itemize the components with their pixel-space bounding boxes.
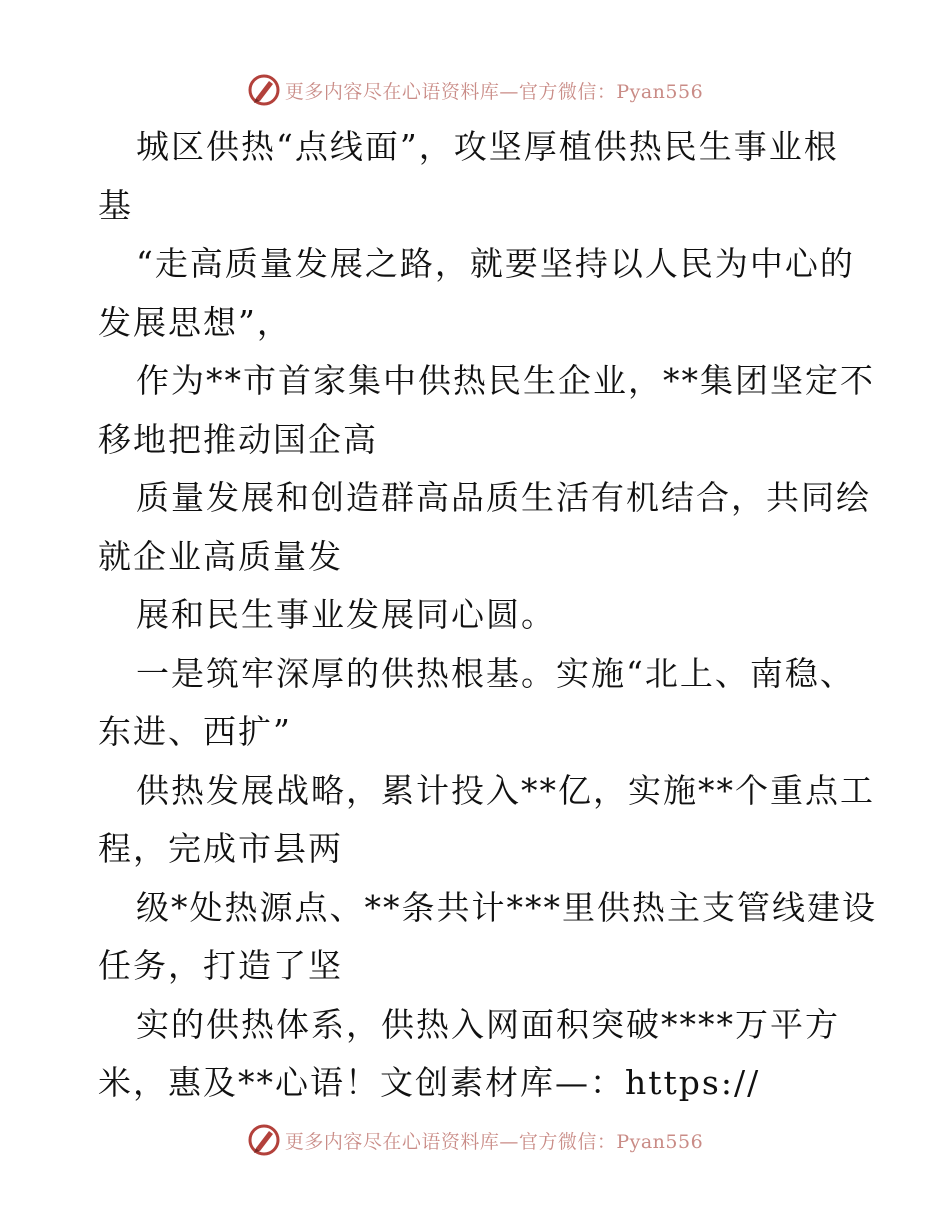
paragraph-line: 基 [98, 185, 133, 225]
paragraph-line: 质量发展和创造群高品质生活有机结合，共同绘 [136, 478, 871, 517]
pen-logo-icon [247, 73, 281, 107]
paragraph-line: 米，惠及**心语！文创素材库—：https:// [98, 1063, 761, 1102]
watermark-text: 更多内容尽在心语资料库—官方微信：Pyan556 [284, 80, 704, 103]
paragraph-line: 级*处热源点、**条共计***里供热主支管线建设 [136, 887, 877, 927]
paragraph-line: 一是筑牢深厚的供热根基。实施“北上、南稳、 [136, 653, 855, 693]
paragraph-line: 城区供热“点线面”，攻坚厚植供热民生事业根 [136, 127, 839, 166]
paragraph-line: 程，完成市县两 [98, 829, 343, 868]
pen-logo-icon [247, 1123, 281, 1157]
footer-watermark [0, 1120, 950, 1160]
paragraph-line: 作为**市首家集中供热民生企业，**集团坚定不 [136, 361, 875, 400]
paragraph-line: 就企业高质量发 [98, 536, 343, 576]
paragraph-line: “走高质量发展之路，就要坚持以人民为中心的 [136, 244, 855, 283]
paragraph-line: 实的供热体系，供热入网面积突破****万平方 [136, 1004, 840, 1044]
watermark-text: 更多内容尽在心语资料库—官方微信：Pyan556 [284, 1130, 704, 1153]
header-watermark [0, 70, 950, 110]
paragraph-line: 展和民生事业发展同心圆。 [136, 595, 556, 634]
document-body [98, 118, 877, 1113]
paragraph-line: 东进、西扩” [98, 712, 292, 751]
paragraph-line: 任务，打造了坚 [98, 946, 343, 985]
paragraph-line: 移地把推动国企高 [98, 419, 378, 459]
paragraph-line: 供热发展战略，累计投入**亿，实施**个重点工 [136, 770, 875, 810]
paragraph-line: 发展思想”， [98, 302, 292, 342]
